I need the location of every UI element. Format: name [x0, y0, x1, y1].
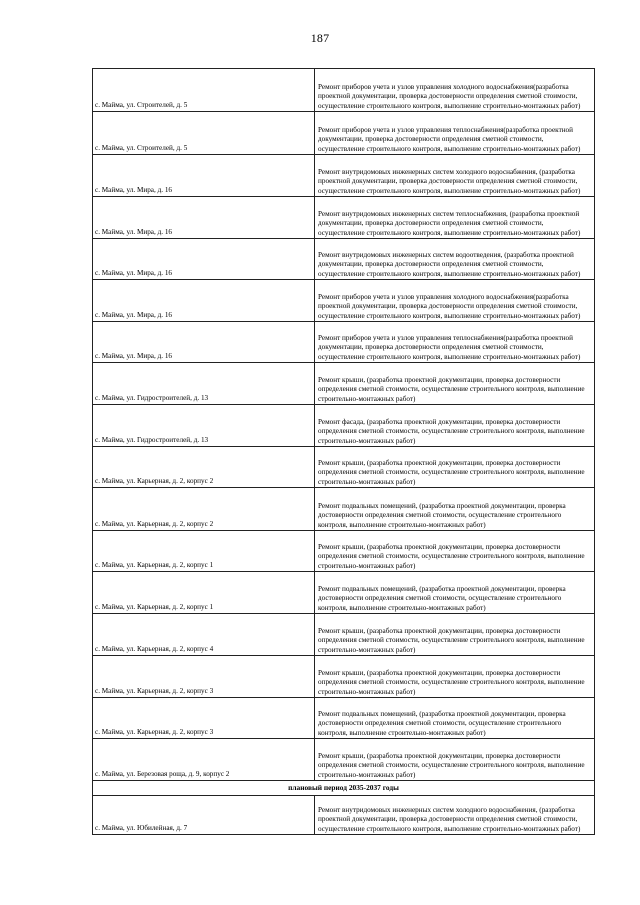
work-cell: Ремонт крыши, (разработка проектной документации, проверка достоверности определения сметной стоимости, осуществление строительного контроля, выполнение строительно-монтажных работ): [315, 447, 595, 488]
work-cell: Ремонт крыши, (разработка проектной документации, проверка достоверности определения сметной стоимости, осуществление строительного контроля, выполнение строительно-монтажных работ): [315, 739, 595, 781]
table-row: [93, 614, 595, 656]
address-cell: с. Майма, ул. Мира, д. 16: [93, 239, 315, 280]
work-cell: Ремонт крыши, (разработка проектной документации, проверка достоверности определения сметной стоимости, осуществление строительного контроля, выполнение строительно-монтажных работ): [315, 531, 595, 572]
work-cell: Ремонт подвальных помещений, (разработка проектной документации, проверка достоверности определения сметной стоимости, осуществление строительного контроля, выполнение строительно-монтажных работ): [315, 488, 595, 531]
table-row: [93, 69, 595, 112]
table-row: [93, 572, 595, 614]
table-row: [93, 405, 595, 447]
address-cell: с. Майма, ул. Гидростроителей, д. 13: [93, 405, 315, 447]
works-table-body: [93, 69, 595, 835]
table-row: [93, 155, 595, 197]
address-cell: с. Майма, ул. Гидростроителей, д. 13: [93, 363, 315, 405]
table-row: [93, 447, 595, 488]
address-cell: с. Майма, ул. Карьерная, д. 2, корпус 3: [93, 698, 315, 739]
work-cell: Ремонт внутридомовых инженерных систем водоотведения, (разработка проектной документации, проверка достоверности определения сметной стоимости, осуществление строительного контроля, выполнение строительно-монтажных работ): [315, 239, 595, 280]
table-row: [93, 322, 595, 363]
address-cell: с. Майма, ул. Строителей, д. 5: [93, 112, 315, 155]
address-cell: с. Майма, ул. Строителей, д. 5: [93, 69, 315, 112]
address-cell: с. Майма, ул. Юбилейная, д. 7: [93, 796, 315, 835]
period-header-row: [93, 781, 595, 796]
address-cell: с. Майма, ул. Карьерная, д. 2, корпус 2: [93, 447, 315, 488]
work-cell: Ремонт крыши, (разработка проектной документации, проверка достоверности определения сметной стоимости, осуществление строительного контроля, выполнение строительно-монтажных работ): [315, 656, 595, 698]
work-cell: Ремонт приборов учета и узлов управления холодного водоснабжения(разработка проектной документации, проверка достоверности определения сметной стоимости, осуществление строительного контроля, выполнение строительно-монтажных работ): [315, 280, 595, 322]
address-cell: с. Майма, ул. Карьерная, д. 2, корпус 1: [93, 572, 315, 614]
period-header: плановый период 2035-2037 годы: [93, 781, 595, 796]
address-cell: с. Майма, ул. Карьерная, д. 2, корпус 3: [93, 656, 315, 698]
work-cell: Ремонт подвальных помещений, (разработка проектной документации, проверка достоверности определения сметной стоимости, осуществление строительного контроля, выполнение строительно-монтажных работ): [315, 698, 595, 739]
table-row: [93, 531, 595, 572]
address-cell: с. Майма, ул. Мира, д. 16: [93, 197, 315, 239]
page-number: 187: [310, 31, 330, 45]
table-row: [93, 739, 595, 781]
table-row: [93, 239, 595, 280]
table-row: [93, 197, 595, 239]
work-cell: Ремонт подвальных помещений, (разработка проектной документации, проверка достоверности определения сметной стоимости, осуществление строительного контроля, выполнение строительно-монтажных работ): [315, 572, 595, 614]
work-cell: Ремонт внутридомовых инженерных систем холодного водоснабжения, (разработка проектной документации, проверка достоверности определения сметной стоимости, осуществление строительного контроля, выполнение строительно-монтажных работ): [315, 796, 595, 835]
table-row: [93, 488, 595, 531]
address-cell: с. Майма, ул. Карьерная, д. 2, корпус 1: [93, 531, 315, 572]
address-cell: с. Майма, ул. Березовая роща, д. 9, корпус 2: [93, 739, 315, 781]
table-row: [93, 796, 595, 835]
address-cell: с. Майма, ул. Мира, д. 16: [93, 155, 315, 197]
work-cell: Ремонт крыши, (разработка проектной документации, проверка достоверности определения сметной стоимости, осуществление строительного контроля, выполнение строительно-монтажных работ): [315, 363, 595, 405]
works-table: [92, 68, 595, 835]
work-cell: Ремонт внутридомовых инженерных систем теплоснабжения, (разработка проектной документации, проверка достоверности определения сметной стоимости, осуществление строительного контроля, выполнение строительно-монтажных работ): [315, 197, 595, 239]
table-row: [93, 112, 595, 155]
table-row: [93, 280, 595, 322]
address-cell: с. Майма, ул. Мира, д. 16: [93, 280, 315, 322]
address-cell: с. Майма, ул. Карьерная, д. 2, корпус 2: [93, 488, 315, 531]
work-cell: Ремонт приборов учета и узлов управления холодного водоснабжения(разработка проектной документации, проверка достоверности определения сметной стоимости, осуществление строительного контроля, выполнение строительно-монтажных работ): [315, 69, 595, 112]
work-cell: Ремонт фасада, (разработка проектной документации, проверка достоверности определения сметной стоимости, осуществление строительного контроля, выполнение строительно-монтажных работ): [315, 405, 595, 447]
table-row: [93, 363, 595, 405]
work-cell: Ремонт крыши, (разработка проектной документации, проверка достоверности определения сметной стоимости, осуществление строительного контроля, выполнение строительно-монтажных работ): [315, 614, 595, 656]
table-row: [93, 656, 595, 698]
work-cell: Ремонт приборов учета и узлов управления теплоснабжения(разработка проектной документации, проверка достоверности определения сметной стоимости, осуществление строительного контроля, выполнение строительно-монтажных работ): [315, 112, 595, 155]
address-cell: с. Майма, ул. Карьерная, д. 2, корпус 4: [93, 614, 315, 656]
work-cell: Ремонт внутридомовых инженерных систем холодного водоснабжения, (разработка проектной документации, проверка достоверности определения сметной стоимости, осуществление строительного контроля, выполнение строительно-монтажных работ): [315, 155, 595, 197]
address-cell: с. Майма, ул. Мира, д. 16: [93, 322, 315, 363]
work-cell: Ремонт приборов учета и узлов управления теплоснабжения(разработка проектной документации, проверка достоверности определения сметной стоимости, осуществление строительного контроля, выполнение строительно-монтажных работ): [315, 322, 595, 363]
table-row: [93, 698, 595, 739]
